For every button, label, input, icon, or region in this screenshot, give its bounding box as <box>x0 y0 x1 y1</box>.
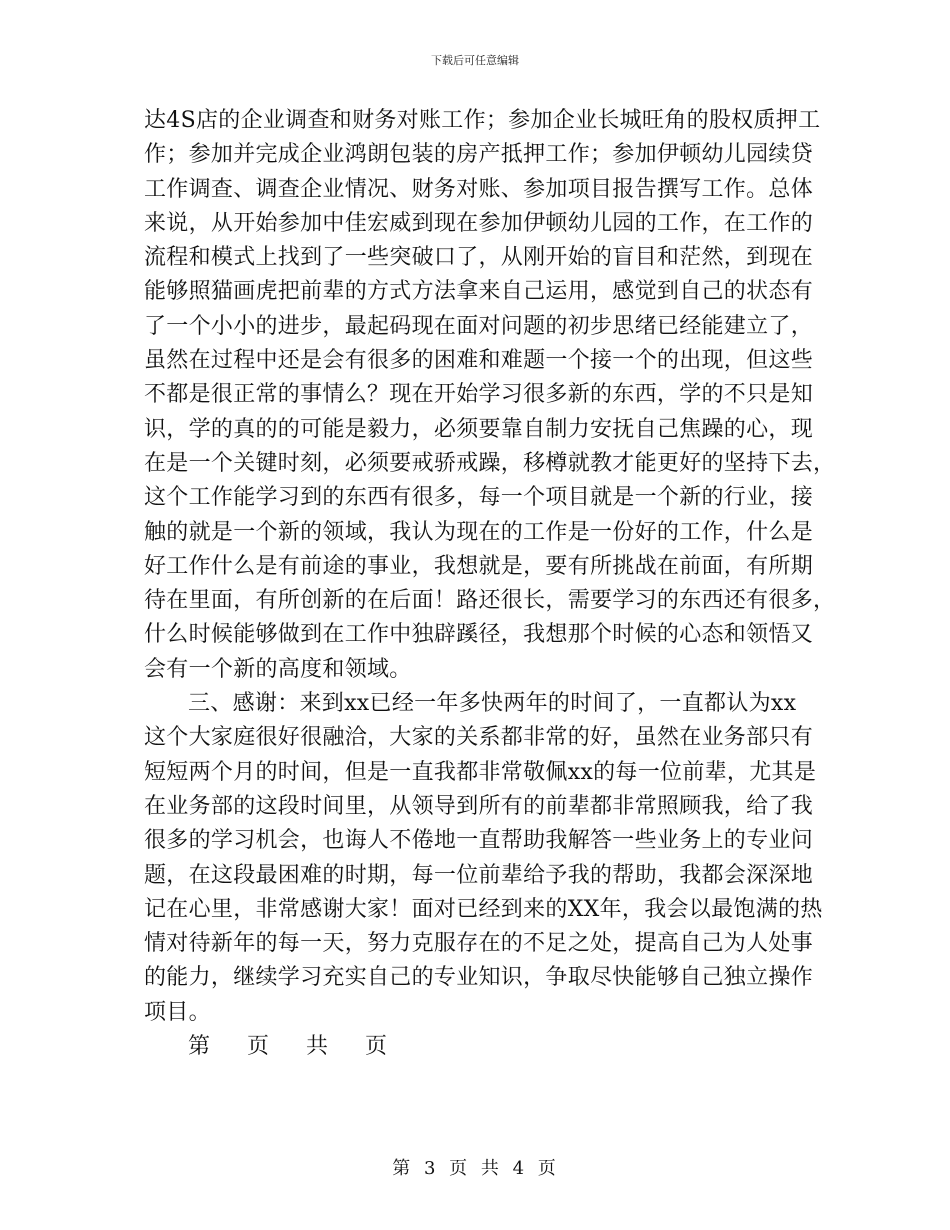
text-line: 什么时候能够做到在工作中独辟蹊径，我想那个时候的心态和领悟又 <box>144 622 814 648</box>
text-line: 触的就是一个新的领域，我认为现在的工作是一份好的工作，什么是 <box>144 519 814 545</box>
text-line: 工作调查、调查企业情况、财务对账、参加项目报告撰写工作。总体 <box>144 176 814 202</box>
text-line: 好工作什么是有前途的事业，我想就是，要有所挑战在前面，有所期 <box>144 553 814 579</box>
text-line: 会有一个新的高度和领域。 <box>144 656 412 682</box>
text-line: 很多的学习机会，也诲人不倦地一直帮助我解答一些业务上的专业问 <box>144 828 814 854</box>
inline-page-marker: 第 页 共 页 <box>188 1034 397 1060</box>
page-header: 下载后可任意编辑 <box>431 54 519 67</box>
text-line: 识，学的真的的可能是毅力，必须要靠自制力安抚自己焦躁的心，现 <box>144 416 814 442</box>
text-line: 作；参加并完成企业鸿朗包装的房产抵押工作；参加伊顿幼儿园续贷 <box>144 142 814 168</box>
text-line: 题，在这段最困难的时期，每一位前辈给予我的帮助，我都会深深地 <box>144 862 814 888</box>
text-line: 达4S店的企业调查和财务对账工作；参加企业长城旺角的股权质押工 <box>144 108 821 133</box>
text-line: 能够照猫画虎把前辈的方式方法拿来自己运用，感觉到自己的状态有 <box>144 279 814 305</box>
paragraph-2 <box>144 687 823 1030</box>
text-line: 项目。 <box>144 999 211 1025</box>
text-line: 这个工作能学习到的东西有很多，每一个项目就是一个新的行业，接 <box>144 485 814 511</box>
text-line: 流程和模式上找到了一些突破口了，从刚开始的盲目和茫然，到现在 <box>144 245 814 271</box>
text-line: 情对待新年的每一天，努力克服存在的不足之处，提高自己为人处事 <box>144 931 814 957</box>
text-line: 在是一个关键时刻，必须要戒骄戒躁，移樽就教才能更好的坚持下去， <box>144 450 836 476</box>
text-line: 三、感谢：来到xx已经一年多快两年的时间了，一直都认为xx <box>188 691 797 717</box>
text-line: 不都是很正常的事情么？现在开始学习很多新的东西，学的不只是知 <box>144 382 814 408</box>
text-line: 来说，从开始参加中佳宏威到现在参加伊顿幼儿园的工作，在工作的 <box>144 210 814 236</box>
text-line: 了一个小小的进步，最起码现在面对问题的初步思绪已经能建立了， <box>144 313 814 339</box>
document-body <box>144 104 836 1064</box>
text-line: 虽然在过程中还是会有很多的困难和难题一个接一个的出现，但这些 <box>144 348 814 374</box>
text-line: 待在里面，有所创新的在后面！路还很长，需要学习的东西还有很多， <box>144 588 836 614</box>
paragraph-1 <box>144 104 836 687</box>
text-line: 这个大家庭很好很融洽，大家的关系都非常的好，虽然在业务部只有 <box>144 725 814 751</box>
text-line: 在业务部的这段时间里，从领导到所有的前辈都非常照顾我，给了我 <box>144 793 814 819</box>
text-line: 记在心里，非常感谢大家！面对已经到来的XX年，我会以最饱满的热 <box>144 896 823 922</box>
text-line: 的能力，继续学习充实自己的专业知识，争取尽快能够自己独立操作 <box>144 965 814 991</box>
page-footer: 第 3 页 共 4 页 <box>392 1158 558 1179</box>
text-line: 短短两个月的时间，但是一直我都非常敬佩xx的每一位前辈，尤其是 <box>144 759 817 785</box>
